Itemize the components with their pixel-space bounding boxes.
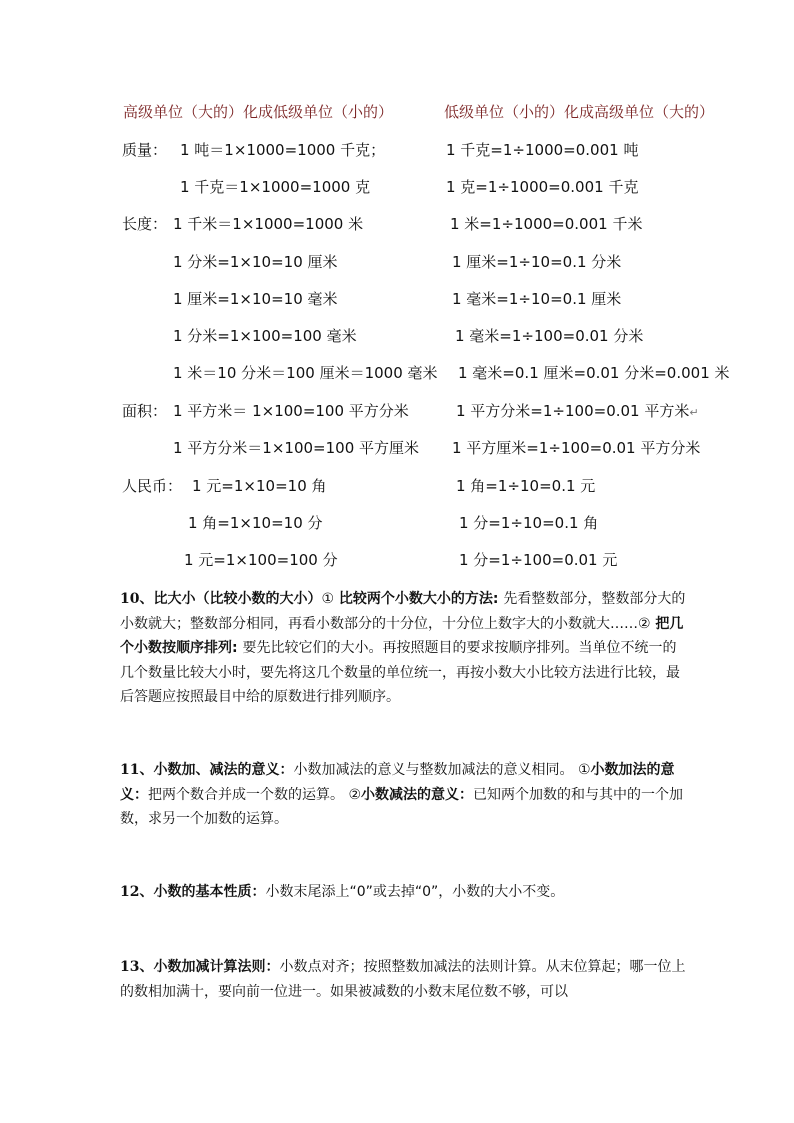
conversion-right: 1 毫米=0.1 厘米=0.01 分米=0.001 米 xyxy=(458,364,730,382)
section-number: 11 xyxy=(120,762,140,778)
section-title: 、小数的基本性质： xyxy=(139,884,266,900)
circled-number: ① xyxy=(321,591,335,607)
section-title: 、比大小（比较小数的大小） xyxy=(139,591,322,607)
header-right: 低级单位（小的）化成高级单位（大的） xyxy=(444,103,715,121)
conversion-left: 1 千克＝1×1000=1000 克 xyxy=(180,178,371,196)
circled-number: ② xyxy=(348,786,362,803)
conversion-left: 1 米＝10 分米＝100 厘米＝1000 毫米 xyxy=(173,364,438,382)
method-title: 比较两个小数大小的方法: xyxy=(334,591,504,607)
section-title: 、小数加、减法的意义： xyxy=(139,762,294,778)
conversion-right: 1 平方厘米=1÷100=0.01 平方分米 xyxy=(452,439,701,457)
section-number: 10 xyxy=(120,591,140,607)
section-13 xyxy=(120,955,690,1004)
conversion-right: 1 毫米=1÷100=0.01 分米 xyxy=(455,327,644,345)
circled-number: ② xyxy=(638,615,651,632)
conversion-left: 1 千米＝1×1000=1000 米 xyxy=(173,215,364,233)
circled-number: ① xyxy=(577,762,591,778)
method-title: 把几个小数按顺序排列: xyxy=(120,615,684,656)
conversion-right: 1 平方分米=1÷100=0.01 平方米↵ xyxy=(456,402,699,420)
section-10 xyxy=(120,587,690,710)
conversion-right: 1 厘米=1÷10=0.1 分米 xyxy=(452,253,622,271)
header-left: 高级单位（大的）化成低级单位（小的） xyxy=(123,103,394,121)
section-title: 、小数加减计算法则： xyxy=(139,959,280,975)
section-text: 小数加减法的意义与整数加减法的意义相同。 xyxy=(293,762,574,778)
conversion-left: 1 平方米＝ 1×100=100 平方分米 xyxy=(173,402,409,420)
category-label-length: 长度： xyxy=(122,215,168,233)
conversion-right: 1 分=1÷100=0.01 元 xyxy=(459,551,618,569)
conversion-left: 1 角=1×10=10 分 xyxy=(188,514,323,532)
conversion-right: 1 分=1÷10=0.1 角 xyxy=(459,514,599,532)
conversion-right: 1 米=1÷1000=0.001 千米 xyxy=(450,215,643,233)
section-11 xyxy=(120,758,690,832)
section-number: 13 xyxy=(120,959,140,975)
section-number: 12 xyxy=(120,884,140,900)
section-12 xyxy=(120,880,690,905)
conversion-left: 1 元=1×100=100 分 xyxy=(184,551,338,569)
conversion-right: 1 千克=1÷1000=0.001 吨 xyxy=(446,141,639,159)
method-text: 已知两个加数的和与其中的一个加数，求另一个加数的运算。 xyxy=(120,786,684,827)
method-text: 先看整数部分，整数部分大的小数就大；整数部分相同，再看小数部分的十分位，十分位上数字大的小数就大…… xyxy=(120,591,686,632)
conversion-left: 1 平方分米＝1×100=100 平方厘米 xyxy=(173,439,420,457)
conversion-left: 1 分米=1×10=10 厘米 xyxy=(173,253,338,271)
category-label-area: 面积： xyxy=(122,402,168,420)
category-label-mass: 质量： xyxy=(122,141,168,159)
method-text: 要先比较它们的大小。再按照题目的要求按顺序排列。当单位不统一的几个数量比较大小时，要先将这几个数量的单位统一，再按小数大小比较方法进行比较，最后答题应按照最目中给的原数进行排列顺序。 xyxy=(120,640,680,705)
conversion-right: 1 毫米=1÷10=0.1 厘米 xyxy=(452,290,622,308)
paragraph-mark-icon: ↵ xyxy=(689,406,699,419)
conversion-left: 1 吨＝1×1000=1000 千克； xyxy=(180,141,386,159)
method-title: 小数减法的意义： xyxy=(361,786,474,803)
conversion-right: 1 克=1÷1000=0.001 千克 xyxy=(446,178,639,196)
conversion-left: 1 元=1×10=10 角 xyxy=(192,477,327,495)
conversion-right: 1 角=1÷10=0.1 元 xyxy=(456,477,596,495)
section-text: 小数点对齐；按照整数加减法的法则计算。从末位算起；哪一位上的数相加满十，要向前一位进一。如果被减数的小数末尾位数不够，可以 xyxy=(120,959,686,1000)
category-label-money: 人民币： xyxy=(122,477,183,495)
section-text: 小数末尾添上“0”或去掉“0”，小数的大小不变。 xyxy=(265,884,565,900)
conversion-left: 1 分米=1×100=100 毫米 xyxy=(173,327,357,345)
method-text: 把两个数合并成一个数的运算。 xyxy=(148,786,344,803)
method-title: 小数加法的意义： xyxy=(120,762,675,803)
conversion-left: 1 厘米=1×10=10 毫米 xyxy=(173,290,338,308)
